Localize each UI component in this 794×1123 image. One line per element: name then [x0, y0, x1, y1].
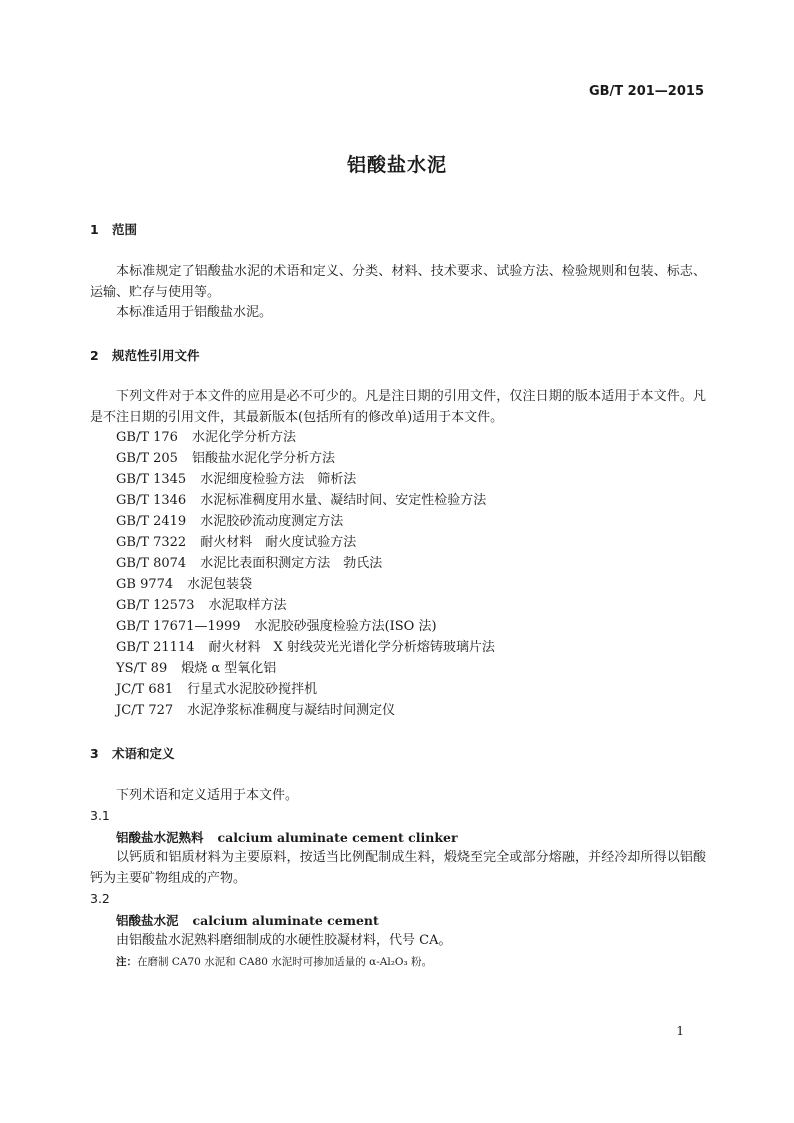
reference-item [116, 512, 343, 532]
reference-title: 水泥胶砂强度检验方法(ISO 法) [254, 619, 437, 634]
terms-intro: 下列术语和定义适用于本文件。 [116, 788, 299, 803]
term-entry [116, 911, 379, 929]
section-title: 规范性引用文件 [112, 348, 200, 363]
reference-item [116, 533, 356, 553]
section-title: 范围 [112, 222, 138, 237]
section-number: 1 [90, 222, 99, 237]
term-entry [116, 828, 458, 846]
term-english: calcium aluminate cement clinker [217, 830, 458, 845]
reference-title: 水泥比表面积测定方法 勃氏法 [200, 556, 383, 571]
page-number: 1 [676, 1024, 684, 1038]
reference-item [116, 428, 296, 448]
section-number: 2 [90, 348, 99, 363]
reference-title: 水泥包装袋 [187, 577, 253, 592]
term-number: 3.2 [90, 891, 110, 906]
note-label: 注： [116, 956, 137, 968]
reference-code: YS/T 89 [116, 661, 168, 676]
reference-item [116, 617, 437, 637]
reference-title: 水泥净浆标准稠度与凝结时间测定仪 [187, 703, 396, 718]
reference-title: 水泥化学分析方法 [191, 430, 296, 445]
reference-item [116, 701, 395, 721]
reference-code: JC/T 681 [116, 682, 174, 697]
scope-paragraph-1: 本标准规定了铝酸盐水泥的术语和定义、分类、材料、技术要求、试验方法、检验规则和包装、标志、运输、贮存与使用等。 [90, 264, 706, 300]
reference-code: GB 9774 [116, 577, 174, 592]
reference-code: GB/T 17671—1999 [116, 619, 241, 634]
reference-title: 水泥细度检验方法 筛析法 [200, 472, 357, 487]
reference-title: 行星式水泥胶砂搅拌机 [187, 682, 318, 697]
reference-code: GB/T 1345 [116, 472, 187, 487]
term-chinese: 铝酸盐水泥 [116, 913, 179, 928]
section-2-heading [90, 346, 200, 364]
scope-paragraph-2: 本标准适用于铝酸盐水泥。 [116, 305, 273, 320]
term-english: calcium aluminate cement [192, 913, 379, 928]
reference-code: GB/T 12573 [116, 598, 195, 613]
reference-item [116, 575, 252, 595]
reference-title: 煅烧 α 型氧化铝 [181, 661, 277, 676]
section-title: 术语和定义 [112, 746, 175, 761]
reference-title: 耐火材料 耐火度试验方法 [200, 535, 357, 550]
term-number: 3.1 [90, 808, 110, 823]
term-definition: 以钙质和铝质材料为主要原料，按适当比例配制成生料，煅烧至完全或部分熔融，并经冷却所得以铝酸钙为主要矿物组成的产物。 [90, 850, 706, 886]
section-number: 3 [90, 746, 99, 761]
reference-code: GB/T 176 [116, 430, 178, 445]
reference-code: GB/T 205 [116, 451, 178, 466]
reference-title: 水泥标准稠度用水量、凝结时间、安定性检验方法 [200, 493, 487, 508]
reference-item [116, 449, 335, 469]
reference-title: 耐火材料 X 射线荧光光谱化学分析熔铸玻璃片法 [208, 640, 495, 655]
reference-item [116, 659, 276, 679]
reference-title: 水泥胶砂流动度测定方法 [200, 514, 344, 529]
note-text: 在磨制 CA70 水泥和 CA80 水泥时可掺加适量的 α-Al₂O₃ 粉。 [137, 956, 433, 968]
term-chinese: 铝酸盐水泥熟料 [116, 830, 204, 845]
reference-title: 水泥取样方法 [208, 598, 287, 613]
term-note [116, 954, 432, 969]
reference-code: GB/T 1346 [116, 493, 187, 508]
reference-item [116, 680, 317, 700]
reference-item [116, 638, 495, 658]
reference-code: GB/T 21114 [116, 640, 195, 655]
reference-item [116, 470, 356, 490]
reference-code: GB/T 8074 [116, 556, 187, 571]
reference-code: GB/T 7322 [116, 535, 187, 550]
references-intro: 下列文件对于本文件的应用是必不可少的。凡是注日期的引用文件，仅注日期的版本适用于本文件。凡是不注日期的引用文件，其最新版本(包括所有的修改单)适用于本文件。 [90, 389, 706, 425]
reference-item [116, 596, 287, 616]
section-3-heading [90, 744, 175, 762]
term-definition: 由铝酸盐水泥熟料磨细制成的水硬性胶凝材料，代号 CA。 [116, 933, 452, 948]
reference-item [116, 491, 486, 511]
section-1-heading [90, 220, 137, 238]
reference-code: JC/T 727 [116, 703, 174, 718]
document-title: 铝酸盐水泥 [346, 154, 447, 176]
reference-title: 铝酸盐水泥化学分析方法 [191, 451, 335, 466]
reference-item [116, 554, 382, 574]
standard-code: GB/T 201—2015 [588, 84, 704, 99]
reference-code: GB/T 2419 [116, 514, 187, 529]
